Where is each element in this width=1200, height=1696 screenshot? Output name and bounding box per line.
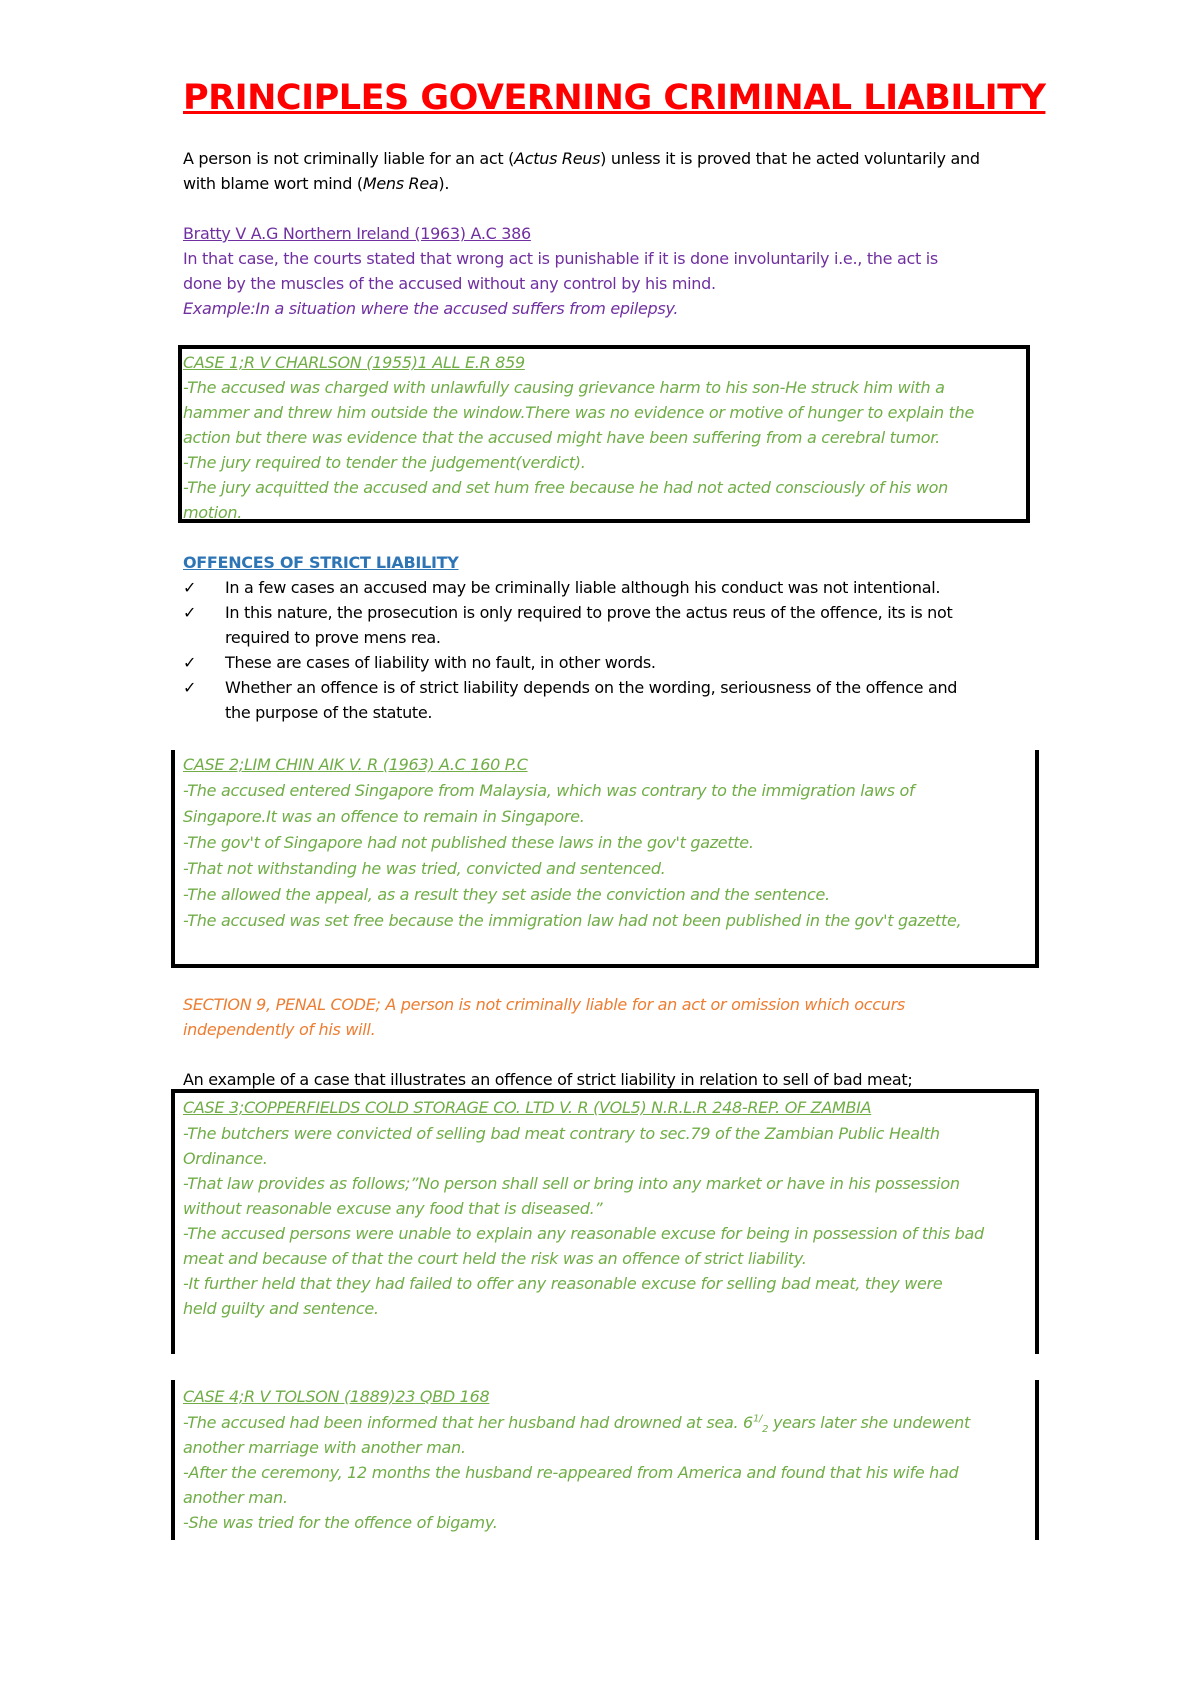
case3-line: -It further held that they had failed to offer any reasonable excuse for selling bad meat, they were [183, 1274, 943, 1293]
check-icon: ✓ [183, 578, 197, 597]
intro-text: with blame wort mind ( [183, 174, 363, 193]
section9-line: independently of his will. [183, 1020, 376, 1039]
case4-line [183, 1410, 1028, 1435]
intro-line-2 [183, 171, 1083, 196]
case3-right-border [1035, 1089, 1039, 1354]
case2-line: -The accused was set free because the immigration law had not been published in the gov't gazette, [183, 911, 962, 930]
intro-text: ) unless it is proved that he acted voluntarily and [600, 149, 980, 168]
case3-top-border [171, 1089, 1039, 1093]
section9-paragraph [183, 992, 1083, 1042]
bullet-text: the purpose of the statute. [225, 703, 433, 722]
intro-text: ). [438, 174, 450, 193]
bratty-section [183, 221, 1083, 321]
case2-line: -The accused entered Singapore from Malaysia, which was contrary to the immigration laws of [183, 781, 915, 800]
case3-line: Ordinance. [183, 1149, 268, 1168]
strict-bullet [183, 600, 1083, 625]
check-icon: ✓ [183, 603, 197, 622]
intro-line-1 [183, 146, 1083, 171]
actus-reus-term: Actus Reus [514, 149, 601, 168]
case1-line: -The jury acquitted the accused and set hum free because he had not acted consciously of his won [183, 478, 948, 497]
intro-paragraph [183, 146, 1083, 196]
mens-rea-term: Mens Rea [362, 174, 439, 193]
strict-liability-heading: OFFENCES OF STRICT LIABILITY [183, 553, 459, 572]
case2-left-border [171, 750, 175, 968]
case1-line: hammer and threw him outside the window.There was no evidence or motive of hunger to explain the [183, 403, 975, 422]
strict-bullet [183, 675, 1083, 700]
case1-line: action but there was evidence that the accused might have been suffering from a cerebral tumor. [183, 428, 940, 447]
example-intro-text: An example of a case that illustrates an offence of strict liability in relation to sell of bad meat; [183, 1070, 913, 1089]
case3-heading: CASE 3;COPPERFIELDS COLD STORAGE CO. LTD V. R (VOL5) N.R.L.R 248-REP. OF ZAMBIA [183, 1098, 872, 1117]
bratty-heading: Bratty V A.G Northern Ireland (1963) A.C 386 [183, 224, 531, 243]
page-title: PRINCIPLES GOVERNING CRIMINAL LIABILITY [183, 78, 1046, 118]
case4-left-border [171, 1380, 175, 1540]
strict-bullet [183, 575, 1083, 600]
case3-line: -The accused persons were unable to explain any reasonable excuse for being in possession of this bad [183, 1224, 984, 1243]
case2-line: -The allowed the appeal, as a result they set aside the conviction and the sentence. [183, 885, 830, 904]
case3-line: meat and because of that the court held the risk was an offence of strict liability. [183, 1249, 807, 1268]
case1-line: motion. [183, 503, 243, 522]
strict-bullet-continuation [183, 625, 1083, 650]
case4-line: -After the ceremony, 12 months the husband re-appeared from America and found that his wife had [183, 1463, 959, 1482]
case2-right-border [1035, 750, 1039, 968]
case4-line: another man. [183, 1488, 288, 1507]
bratty-line: In that case, the courts stated that wrong act is punishable if it is done involuntarily i.e., the act is [183, 249, 938, 268]
case1-heading: CASE 1;R V CHARLSON (1955)1 ALL E.R 859 [183, 353, 525, 372]
strict-bullet [183, 650, 1083, 675]
case1-line: -The jury required to tender the judgement(verdict). [183, 453, 586, 472]
case2-line: -That not withstanding he was tried, convicted and sentenced. [183, 859, 666, 878]
case3-line: held guilty and sentence. [183, 1299, 379, 1318]
case1-content [183, 350, 1023, 525]
bullet-text: In this nature, the prosecution is only required to prove the actus reus of the offence, its is not [225, 603, 953, 622]
case2-heading: CASE 2;LIM CHIN AIK V. R (1963) A.C 160 P.C [183, 755, 528, 774]
case2-line: -The gov't of Singapore had not published these laws in the gov't gazette. [183, 833, 754, 852]
case3-line: -That law provides as follows;”No person shall sell or bring into any market or have in his possession [183, 1174, 960, 1193]
case1-line: -The accused was charged with unlawfully causing grievance harm to his son-He struck him with a [183, 378, 945, 397]
case3-line: without reasonable excuse any food that is diseased.” [183, 1199, 603, 1218]
strict-liability-section [183, 550, 1083, 725]
strict-bullet-continuation [183, 700, 1083, 725]
intro-text: A person is not criminally liable for an act ( [183, 149, 515, 168]
case4-line: -She was tried for the offence of bigamy. [183, 1513, 498, 1532]
case4-text: -The accused had been informed that her husband had drowned at sea. 6 [183, 1413, 753, 1432]
case3-content [183, 1095, 1028, 1321]
case2-bottom-border [171, 964, 1039, 968]
case4-heading: CASE 4;R V TOLSON (1889)23 QBD 168 [183, 1387, 490, 1406]
section9-line: SECTION 9, PENAL CODE; A person is not criminally liable for an act or omission which occurs [183, 995, 905, 1014]
bratty-line: done by the muscles of the accused without any control by his mind. [183, 274, 716, 293]
case4-right-border [1035, 1380, 1039, 1540]
case2-line: Singapore.It was an offence to remain in Singapore. [183, 807, 585, 826]
check-icon: ✓ [183, 653, 197, 672]
fraction-denominator: 2 [762, 1424, 769, 1436]
check-icon: ✓ [183, 678, 197, 697]
case3-left-border [171, 1089, 175, 1354]
case3-line: -The butchers were convicted of selling bad meat contrary to sec.79 of the Zambian Public Health [183, 1124, 940, 1143]
case4-line: another marriage with another man. [183, 1438, 466, 1457]
bratty-example: Example:In a situation where the accused suffers from epilepsy. [183, 299, 679, 318]
bullet-text: In a few cases an accused may be criminally liable although his conduct was not intentional. [225, 578, 941, 597]
bullet-text: Whether an offence is of strict liability depends on the wording, seriousness of the offence and [225, 678, 958, 697]
bullet-text: These are cases of liability with no fault, in other words. [225, 653, 656, 672]
case2-content [183, 752, 1028, 934]
bullet-text: required to prove mens rea. [225, 628, 441, 647]
fraction-numerator: 1/ [752, 1413, 763, 1425]
case4-content [183, 1384, 1028, 1535]
case4-text: years later she undewent [768, 1413, 970, 1432]
